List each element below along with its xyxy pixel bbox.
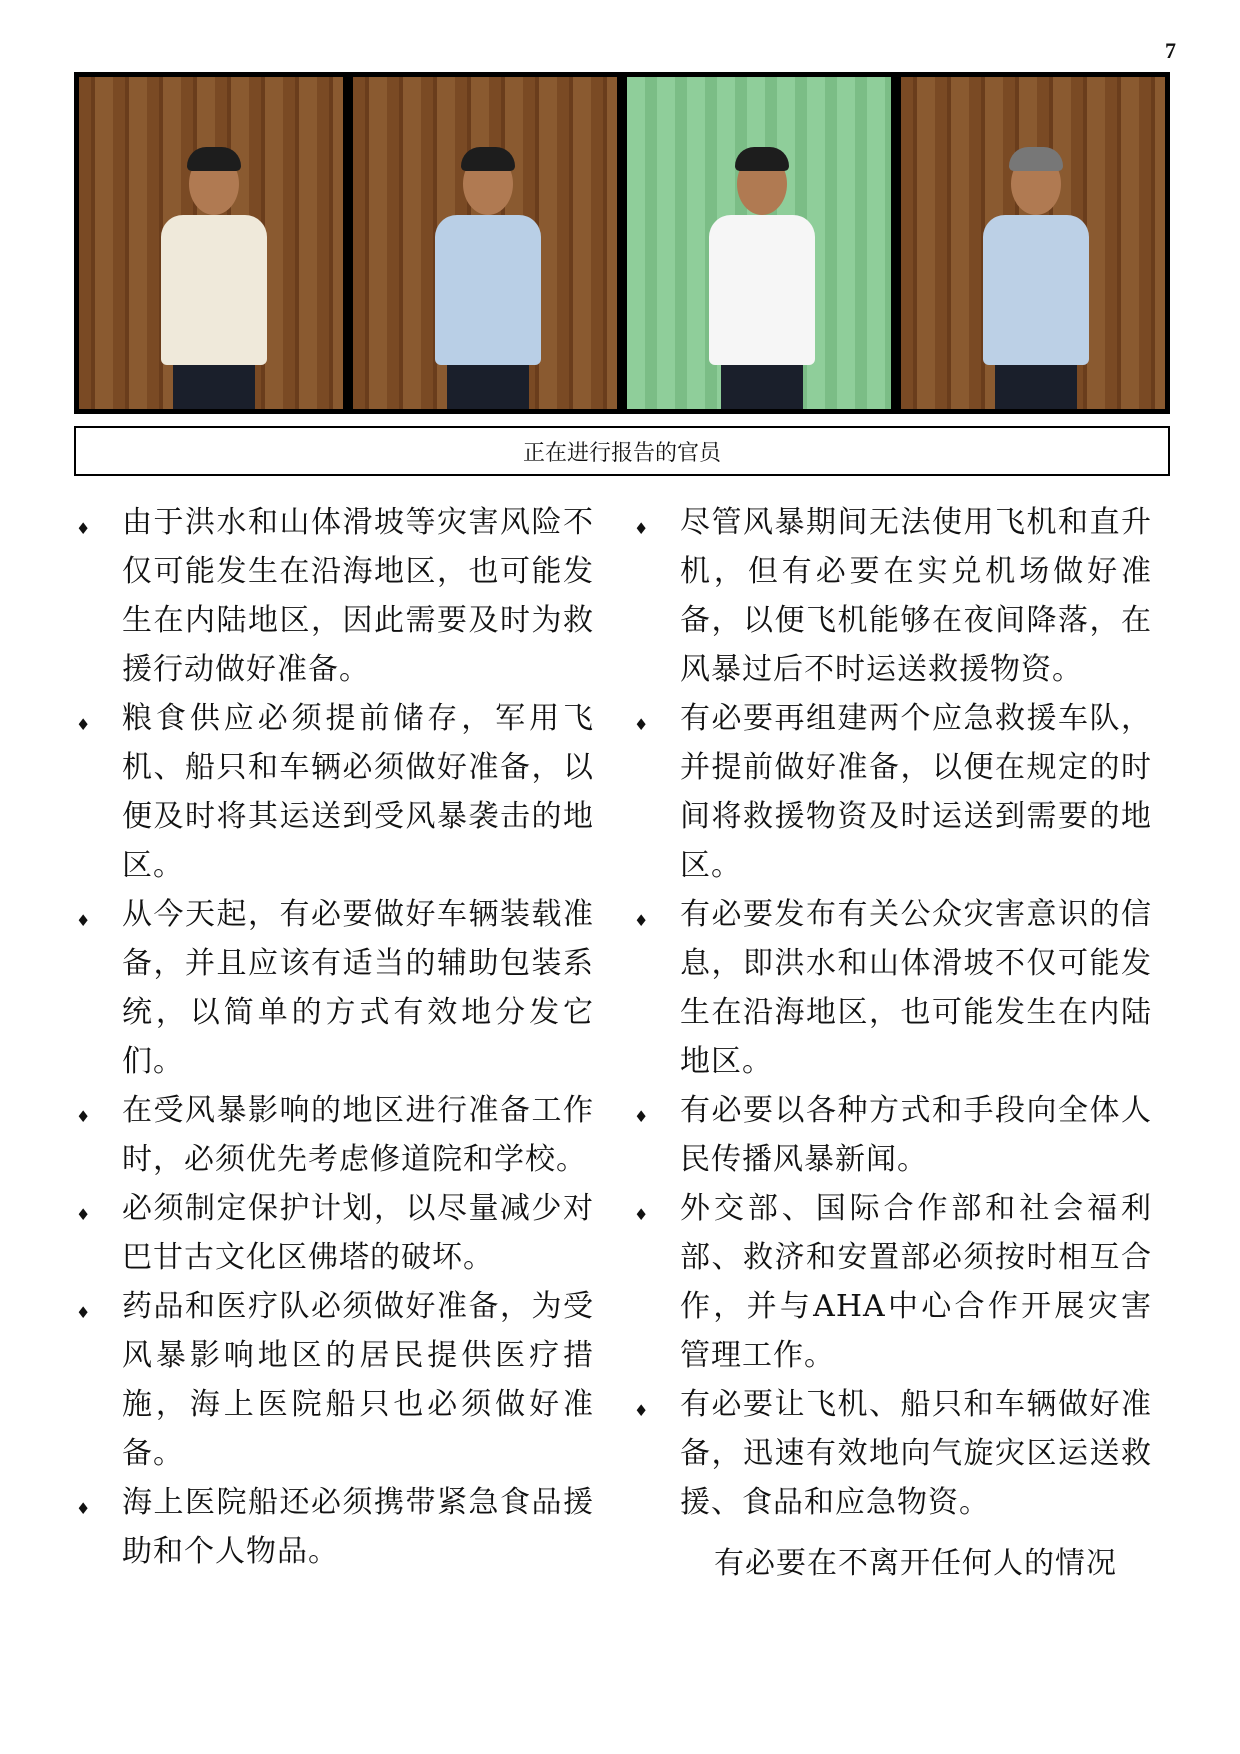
photo-official-3 xyxy=(625,75,893,411)
list-item-text: 有必要让飞机、船只和车辆做好准备，迅速有效地向气旋灾区运送救援、食品和应急物资。 xyxy=(680,1387,1152,1520)
diamond-bullet-icon: ♦ xyxy=(76,1303,91,1322)
list-item-text: 尽管风暴期间无法使用飞机和直升机，但有必要在实兑机场做好准备，以便飞机能够在夜间降落，在风暴过后不时运送救援物资。 xyxy=(680,505,1152,687)
diamond-bullet-icon: ♦ xyxy=(634,1401,649,1420)
list-item-text: 海上医院船还必须携带紧急食品援助和个人物品。 xyxy=(122,1485,594,1569)
list-item xyxy=(76,890,594,1086)
official-figure xyxy=(425,119,545,409)
diamond-bullet-icon: ♦ xyxy=(634,1205,649,1224)
list-item-text: 有必要以各种方式和手段向全体人民传播风暴新闻。 xyxy=(680,1093,1152,1177)
list-item xyxy=(76,1478,594,1576)
diamond-bullet-icon: ♦ xyxy=(76,911,91,930)
left-column xyxy=(76,498,594,1576)
diamond-bullet-icon: ♦ xyxy=(634,715,649,734)
list-item-text: 在受风暴影响的地区进行准备工作时，必须优先考虑修道院和学校。 xyxy=(122,1093,594,1177)
photo-caption: 正在进行报告的官员 xyxy=(74,426,1170,476)
photo-official-1 xyxy=(77,75,345,411)
right-column xyxy=(634,498,1152,1588)
list-item-text: 药品和医疗队必须做好准备，为受风暴影响地区的居民提供医疗措施，海上医院船只也必须做好准备。 xyxy=(122,1289,594,1471)
diamond-bullet-icon: ♦ xyxy=(634,1107,649,1126)
list-item xyxy=(634,1380,1152,1527)
continuation-paragraph: 有必要在不离开任何人的情况 xyxy=(714,1546,1117,1581)
photo-strip xyxy=(74,72,1170,414)
list-item-text: 由于洪水和山体滑坡等灾害风险不仅可能发生在沿海地区，也可能发生在内陆地区，因此需要及时为救援行动做好准备。 xyxy=(122,505,594,687)
diamond-bullet-icon: ♦ xyxy=(634,519,649,538)
list-item xyxy=(634,1086,1152,1184)
diamond-bullet-icon: ♦ xyxy=(76,519,91,538)
list-item xyxy=(76,1282,594,1478)
diamond-bullet-icon: ♦ xyxy=(634,911,649,930)
photo-official-4 xyxy=(899,75,1167,411)
list-item xyxy=(634,890,1152,1086)
official-figure xyxy=(151,119,271,409)
list-item-text: 必须制定保护计划，以尽量减少对巴甘古文化区佛塔的破坏。 xyxy=(122,1191,594,1275)
list-item-text: 有必要再组建两个应急救援车队，并提前做好准备，以便在规定的时间将救援物资及时运送到需要的地区。 xyxy=(680,701,1152,883)
diamond-bullet-icon: ♦ xyxy=(76,1499,91,1518)
list-item-text: 粮食供应必须提前储存，军用飞机、船只和车辆必须做好准备，以便及时将其运送到受风暴袭击的地区。 xyxy=(122,701,594,883)
photo-official-2 xyxy=(351,75,619,411)
list-item xyxy=(634,498,1152,694)
list-item-text: 外交部、国际合作部和社会福利部、救济和安置部必须按时相互合作，并与AHA中心合作开展灾害管理工作。 xyxy=(680,1191,1152,1373)
list-item xyxy=(76,1086,594,1184)
list-item xyxy=(634,694,1152,890)
diamond-bullet-icon: ♦ xyxy=(76,715,91,734)
list-item xyxy=(634,1184,1152,1380)
official-figure xyxy=(699,119,819,409)
list-item-text: 有必要发布有关公众灾害意识的信息，即洪水和山体滑坡不仅可能发生在沿海地区，也可能发生在内陆地区。 xyxy=(680,897,1152,1079)
diamond-bullet-icon: ♦ xyxy=(76,1107,91,1126)
official-figure xyxy=(973,119,1093,409)
page-number: 7 xyxy=(1165,38,1176,63)
list-item xyxy=(76,498,594,694)
list-item xyxy=(76,1184,594,1282)
diamond-bullet-icon: ♦ xyxy=(76,1205,91,1224)
list-item xyxy=(76,694,594,890)
list-item-text: 从今天起，有必要做好车辆装载准备，并且应该有适当的辅助包装系统，以简单的方式有效地分发它们。 xyxy=(122,897,594,1079)
